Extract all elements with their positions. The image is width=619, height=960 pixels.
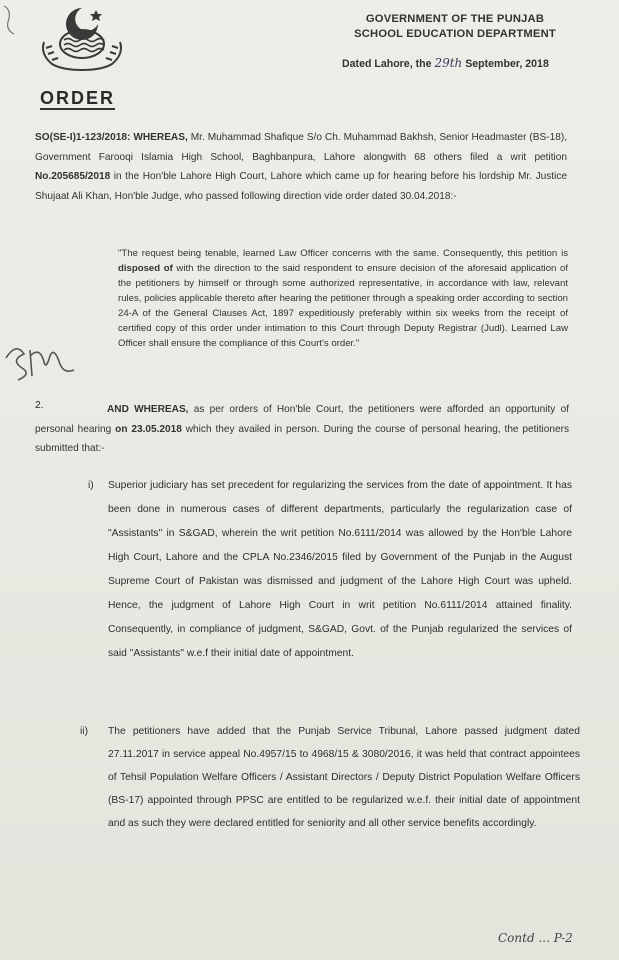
- submission-item: [88, 474, 572, 666]
- quote-text-b: with the direction to the said respondent to ensure decision of the aforesaid application of the petitioners by himself or through some authorized representative, in accordance with law, relevant rules, policies applicable thereto after hearing the petitioner through a speaking order according to section 24-A of the General Clauses Act, 1897 expeditiously preferably within six weeks from the receipt of certified copy of this order under intimation to this Court through Deputy Registrar (Judl). Learned Law Officer shall ensure the compliance of this Court's order.": [118, 263, 568, 349]
- quote-disposed: disposed of: [118, 263, 173, 274]
- item-number: i): [88, 480, 94, 491]
- court-order-quote: [118, 246, 568, 351]
- item-text: The petitioners have added that the Punjab Service Tribunal, Lahore passed judgment dated 27.11.2017 in service appeal No.4957/15 to 4968/15 & 3080/2016, it was held that contract appointees of Tehsil Population Welfare Officers / Assistant Directors / Deputy District Population Welfare Officers (BS-17) appointed through PPSC are entitled to be regularized w.e.f. their initial date of appointment and as such they were declared entitled for seniority and all other service benefits accordingly.: [108, 726, 580, 829]
- handwritten-initials: [0, 336, 80, 386]
- continued-note: Contd ... P-2: [498, 931, 573, 945]
- corner-mark: [0, 0, 28, 40]
- item-number: ii): [80, 726, 89, 737]
- para1-text-a: Mr. Muhammad Shafique S/o Ch. Muhammad Bakhsh, Senior Headmaster (BS-18), Government Farooqi Islamia High School, Baghbanpura, Lahore alongwith 68 others filed a writ petition: [35, 132, 568, 163]
- reference-number: SO(SE-I)1-123/2018:: [35, 132, 131, 143]
- paragraph-1: [35, 128, 567, 206]
- header-department: SCHOOL EDUCATION DEPARTMENT: [354, 28, 556, 40]
- and-whereas-label: AND WHEREAS,: [107, 404, 189, 415]
- dated-day: 29th: [434, 56, 463, 70]
- submission-item: [80, 720, 580, 835]
- dated-line: [342, 56, 549, 70]
- para2-text-a: as per orders of Hon'ble Court, the petitioners were afforded an opportunity of personal hearing: [35, 404, 569, 435]
- para1-text-b: in the Hon'ble Lahore High Court, Lahore which came up for hearing before his lordship Mr. Justice Shujaat Ali Khan, Hon'ble Judge, who passed following direction vide order dated 30.04.2018:-: [35, 171, 567, 202]
- header-government: GOVERNMENT OF THE PUNJAB: [365, 13, 545, 25]
- item-text: Superior judiciary has set precedent for regularizing the services from the date of appointment. It has been done in numerous cases of different departments, particularly the regularization case of "Assistants" in S&GAD, wherein the writ petition No.6111/2014 was allowed by the Hon'ble Lahore High Court, Lahore and the CPLA No.2346/2015 filed by Government of the Punjab in the August Supreme Court of Pakistan was dismissed and judgment of the Lahore High Court was upheld. Hence, the judgment of Lahore High Court in writ petition No.6111/2014 attained finality. Consequently, in compliance of judgment, S&GAD, Govt. of the Punjab regularized the services of said "Assistants" w.e.f their initial date of appointment.: [108, 480, 572, 659]
- whereas-label: WHEREAS,: [133, 132, 188, 143]
- government-emblem-icon: [36, 4, 128, 72]
- paragraph-2-number: 2.: [35, 400, 44, 411]
- hearing-date: on 23.05.2018: [115, 423, 182, 435]
- dated-suffix: September, 2018: [462, 58, 549, 70]
- order-title: ORDER: [40, 88, 116, 108]
- dated-prefix: Dated Lahore, the: [342, 58, 432, 70]
- petition-number: No.205685/2018: [35, 171, 111, 182]
- quote-text-a: "The request being tenable, learned Law Officer concerns with the same. Consequently, this petition is: [118, 248, 568, 259]
- para2-text-b: which they availed in person. During the course of personal hearing, the petitioners submitted that:-: [35, 423, 569, 454]
- paragraph-2: [35, 400, 569, 459]
